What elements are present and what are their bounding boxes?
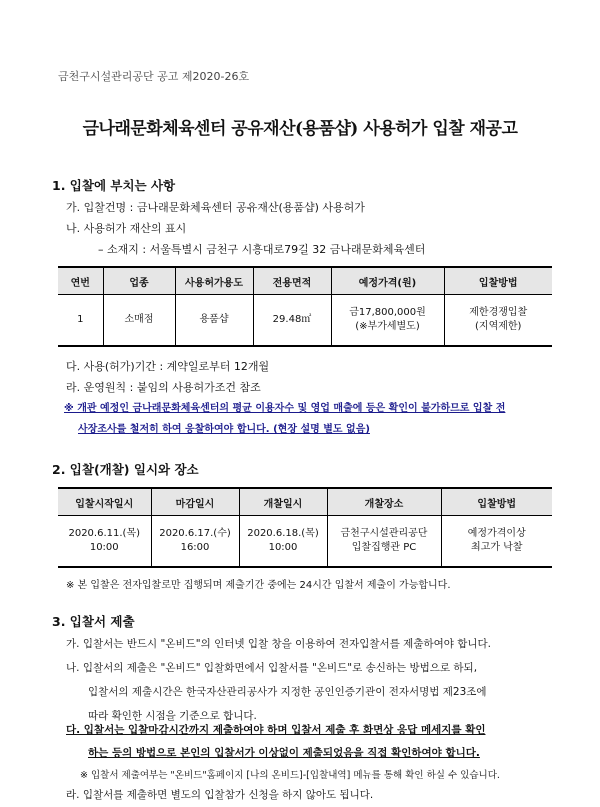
- method-line2: 최고가 낙찰: [471, 542, 523, 553]
- cell-price: [331, 295, 444, 347]
- table-header: 전용면적: [253, 267, 331, 295]
- cell-area: 29.48㎡: [253, 295, 331, 347]
- table-header: 사용허가용도: [175, 267, 253, 295]
- place-line2: 입찰집행관 PC: [351, 542, 417, 553]
- table-header-row: [58, 267, 552, 295]
- start-date: 2020.6.11.(목): [68, 528, 141, 539]
- cell-method: [441, 516, 552, 568]
- warning-line2: 사장조사를 철저히 하여 응찰하여야 합니다. (현장 설명 별도 없음): [78, 424, 370, 435]
- section1-item-na: 나. 사용허가 재산의 표시: [66, 222, 187, 235]
- cell-no: 1: [58, 295, 103, 347]
- cell-place: [327, 516, 441, 568]
- method-line1: 제한경쟁입찰: [469, 307, 528, 318]
- section3-item-na-line1: 나. 입찰서의 제출은 "온비드" 입찰화면에서 입찰서를 "온비드"로 송신하는 방법으로 하되,: [66, 662, 478, 674]
- schedule-table: [58, 487, 552, 568]
- method-line2: (지역제한): [475, 321, 522, 332]
- section1-item-ga: 가. 입찰건명 : 금나래문화체육센터 공유재산(용품샵) 사용허가: [66, 201, 365, 214]
- table-header: 연번: [58, 267, 103, 295]
- section2-note: ※ 본 입찰은 전자입찰로만 집행되며 제출기간 중에는 24시간 입찰서 제출이 가능합니다.: [66, 580, 451, 591]
- section3-item-na-line3: 따라 확인한 시점을 기준으로 합니다.: [88, 710, 257, 722]
- section1-item-ra: 라. 운영원칙 : 붙임의 사용허가조건 참조: [66, 381, 261, 394]
- table-header: 업종: [103, 267, 175, 295]
- cell-end: [151, 516, 239, 568]
- end-time: 16:00: [180, 542, 210, 553]
- cell-method: [444, 295, 552, 347]
- table-header-row: [58, 488, 552, 516]
- price-line1: 금17,800,000원: [349, 307, 426, 318]
- section1-heading: 1. 입찰에 부치는 사항: [52, 178, 176, 193]
- table-header: 개찰일시: [239, 488, 327, 516]
- table-header: 마감일시: [151, 488, 239, 516]
- table-row: [58, 295, 552, 347]
- start-time: 10:00: [89, 542, 119, 553]
- section3-heading: 3. 입찰서 제출: [52, 614, 135, 629]
- section3-item-da-line2: 하는 등의 방법으로 본인의 입찰서가 이상없이 제출되었음을 직접 확인하여야 합니다.: [88, 747, 480, 759]
- section2-heading: 2. 입찰(개찰) 일시와 장소: [52, 462, 199, 477]
- open-date: 2020.6.18.(목): [247, 528, 319, 539]
- cell-open: [239, 516, 327, 568]
- table-header: 개찰장소: [327, 488, 441, 516]
- section3-item-ga: 가. 입찰서는 반드시 "온비드"의 인터넷 입찰 창을 이용하여 전자입찰서를 제출하여야 합니다.: [66, 638, 492, 650]
- cell-use: 용품샵: [175, 295, 253, 347]
- section1-location: – 소재지 : 서울특별시 금천구 시흥대로79길 32 금나래문화체육센터: [98, 243, 426, 256]
- property-table: [58, 266, 552, 347]
- price-line2: (※부가세별도): [355, 321, 420, 332]
- notice-number: 금천구시설관리공단 공고 제2020-26호: [58, 70, 250, 83]
- section1-item-da: 다. 사용(허가)기간 : 계약일로부터 12개월: [66, 360, 270, 373]
- end-date: 2020.6.17.(수): [159, 528, 231, 539]
- section3-item-na-line2: 입찰서의 제출시간은 한국자산관리공사가 지정한 공인인증기관이 전자서명법 제23조에: [88, 686, 487, 698]
- place-line1: 금천구시설관리공단: [340, 528, 428, 539]
- table-row: [58, 516, 552, 568]
- section3-item-ra: 라. 입찰서를 제출하면 별도의 입찰참가 신청을 하지 않아도 됩니다.: [66, 789, 374, 801]
- cell-type: 소매점: [103, 295, 175, 347]
- table-header: 입찰방법: [444, 267, 552, 295]
- table-header: 예정가격(원): [331, 267, 444, 295]
- table-header: 입찰방법: [441, 488, 552, 516]
- section3-item-da-line1: 다. 입찰서는 입찰마감시간까지 제출하여야 하며 입찰서 제출 후 화면상 응답 메세지를 확인: [66, 724, 486, 736]
- open-time: 10:00: [268, 542, 298, 553]
- section3-item-da-note: ※ 입찰서 제출여부는 "온비드"홈페이지 [나의 온비드]-[입찰내역] 메뉴를 통해 확인 하실 수 있습니다.: [80, 770, 500, 781]
- cell-start: [58, 516, 151, 568]
- warning-line1: ※ 개관 예정인 금나래문화체육센터의 평균 이용자수 및 영업 매출에 등은 확인이 불가하므로 입찰 전: [64, 403, 506, 414]
- section1-warning: [64, 398, 554, 440]
- method-line1: 예정가격이상: [467, 528, 526, 539]
- document-title: 금나래문화체육센터 공유재산(용품샵) 사용허가 입찰 재공고: [82, 119, 518, 139]
- table-header: 입찰시작일시: [58, 488, 151, 516]
